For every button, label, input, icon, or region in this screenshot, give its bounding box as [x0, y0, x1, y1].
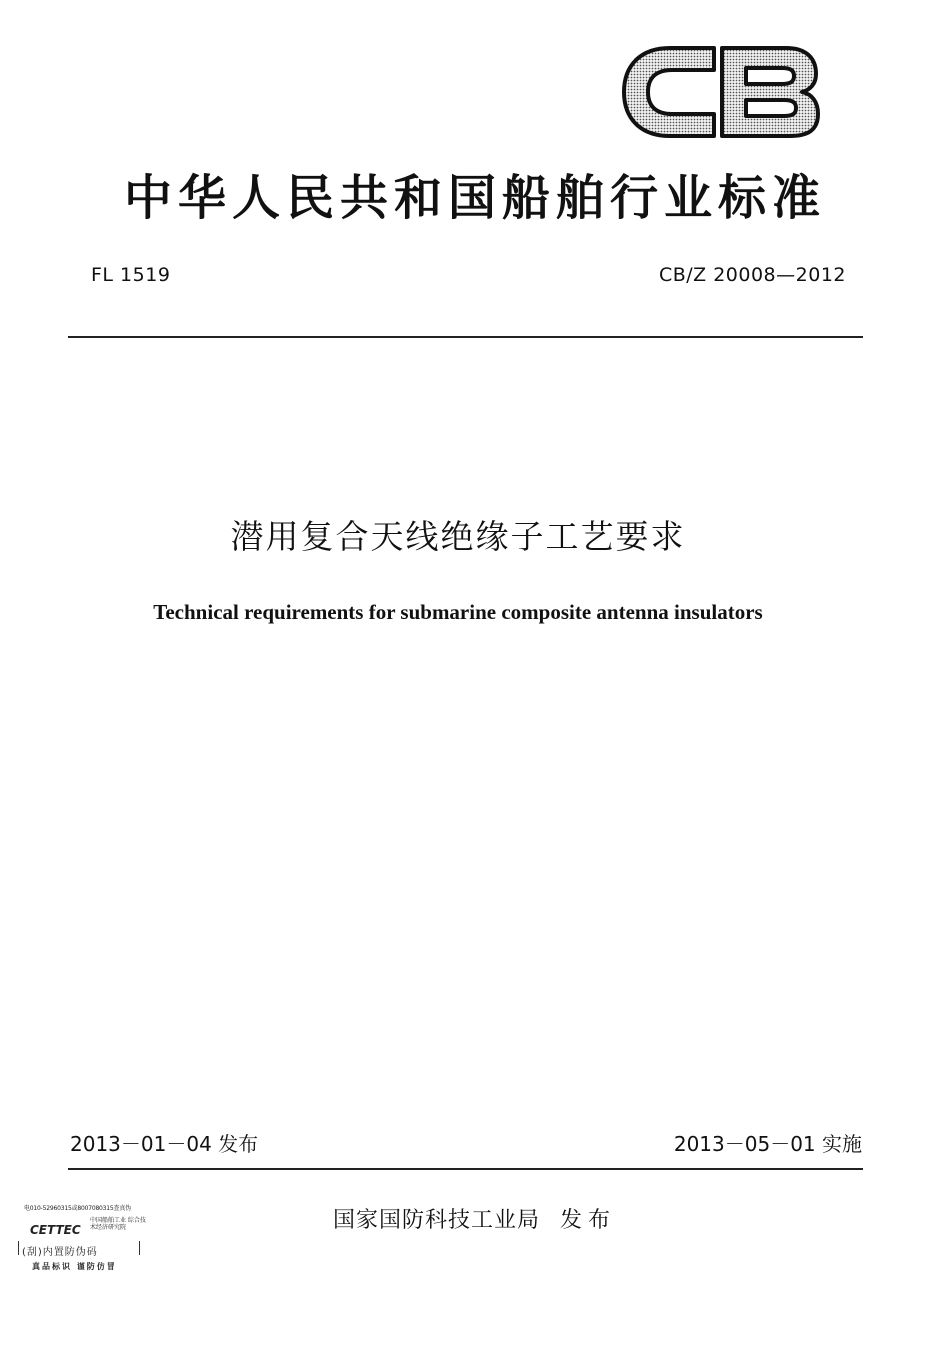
stamp-motto: 真品标识 谨防仿冒 [32, 1262, 117, 1271]
english-title: Technical requirements for submarine composite antenna insulators [153, 600, 763, 624]
publisher-suffix: 发布 [560, 1208, 617, 1233]
stamp-label: (刮)内置防伪码 [22, 1247, 98, 1258]
publisher [333, 1203, 616, 1234]
stamp-org: 中国船舶工业 综合技术经济研究院 [90, 1217, 146, 1231]
implementation-date: 2013－05－01 实施 [673, 1132, 862, 1156]
header-divider [68, 336, 863, 338]
chinese-title: 潜用复合天线绝缘子工艺要求 [230, 517, 686, 556]
stamp-verify-line: 电010-52960315或8007080315查真伪 [24, 1205, 131, 1212]
standard-number: CB/Z 20008—2012 [658, 264, 846, 286]
classification-code: FL 1519 [91, 264, 171, 286]
issue-date: 2013－01－04 发布 [70, 1132, 259, 1156]
anti-counterfeit-stamp [18, 1203, 146, 1275]
cb-logo [618, 40, 824, 144]
footer-divider [68, 1168, 863, 1170]
standard-type-title: 中华人民共和国船舶行业标准 [123, 170, 826, 226]
stamp-logo: CETTEC [30, 1223, 81, 1237]
publisher-name: 国家国防科技工业局 [333, 1208, 541, 1233]
